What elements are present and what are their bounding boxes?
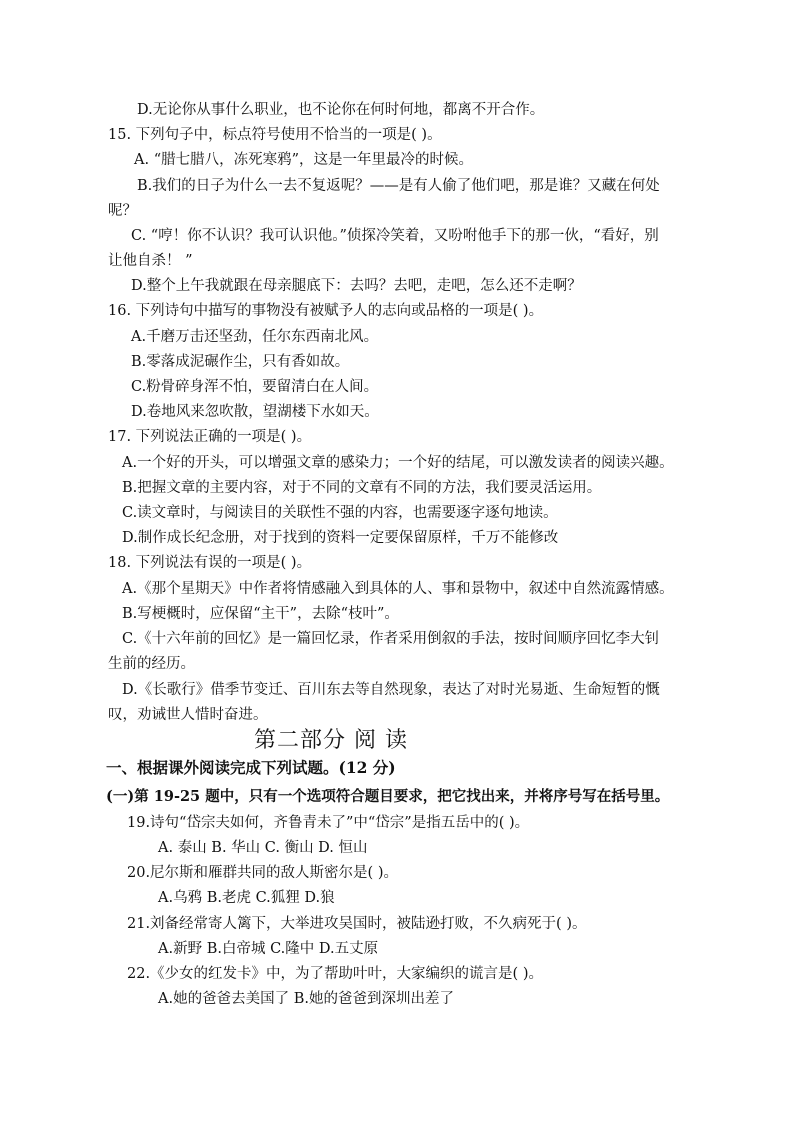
options-22: A.她的爸爸去美国了 B.她的爸爸到深圳出差了 (158, 991, 454, 1007)
option-18b: B.写梗概时，应保留“主干”，去除“枝叶”。 (122, 606, 399, 622)
question-18: 18. 下列说法有误的一项是( )。 (108, 555, 312, 571)
option-15c: C. “哼！你不认识？我可认识他。”侦探冷笑着，又吩咐他手下的那一伙，“看好，别 (131, 228, 659, 244)
section-one-heading: 一、根据课外阅读完成下列试题。(12 分) (106, 758, 396, 777)
options-21: A.新野 B.白帝城 C.隆中 D.五丈原 (158, 941, 379, 957)
options-19: A. 泰山 B. 华山 C. 衡山 D. 恒山 (158, 840, 368, 856)
option-18a: A.《那个星期天》中作者将情感融入到具体的人、事和景物中，叙述中自然流露情感。 (122, 581, 674, 597)
question-20: 20.尼尔斯和雁群共同的敌人斯密尔是( )。 (127, 865, 398, 881)
option-16a: A.千磨万击还坚劲，任尔东西南北风。 (131, 329, 379, 345)
question-22: 22.《少女的红发卡》中，为了帮助叶叶，大家编织的谎言是( )。 (127, 966, 543, 982)
option-16d: D.卷地风来忽吹散，望湖楼下水如天。 (131, 404, 379, 420)
option-18d-cont: 叹，劝诫世人惜时奋进。 (108, 707, 268, 723)
option-16c: C.粉骨碎身浑不怕，要留清白在人间。 (131, 379, 379, 395)
option-15a: A. “腊七腊八，冻死寒鸦”，这是一年里最冷的时候。 (134, 152, 474, 168)
question-17: 17. 下列说法正确的一项是( )。 (108, 429, 312, 445)
option-18c: C.《十六年前的回忆》是一篇回忆录，作者采用倒叙的手法，按时间顺序回忆李大钊 (122, 631, 660, 647)
subsection-heading: (一)第 19-25 题中，只有一个选项符合题目要求，把它找出来，并将序号写在括号里。 (106, 788, 670, 805)
option-15b-cont: 呢？ (108, 203, 137, 219)
question-16: 16. 下列诗句中描写的事物没有被赋予人的志向或品格的一项是( )。 (108, 303, 544, 319)
option-17a: A.一个好的开头，可以增强文章的感染力；一个好的结尾，可以激发读者的阅读兴趣。 (122, 455, 674, 471)
option-14d: D.无论你从事什么职业，也不论你在何时何地，都离不开合作。 (137, 102, 545, 118)
option-17d: D.制作成长纪念册，对于找到的资料一定要保留原样，千万不能修改 (122, 530, 559, 546)
option-17b: B.把握文章的主要内容，对于不同的文章有不同的方法，我们要灵活运用。 (122, 480, 602, 496)
part-two-heading: 第二部分 阅 读 (254, 728, 408, 753)
question-19: 19.诗句“岱宗夫如何，齐鲁青未了”中“岱宗”是指五岳中的( )。 (127, 815, 530, 831)
option-16b: B.零落成泥碾作尘，只有香如故。 (131, 354, 350, 370)
question-21: 21.刘备经常寄人篱下，大举进攻吴国时，被陆逊打败，不久病死于( )。 (127, 916, 587, 932)
option-15c-cont: 让他自杀！ ” (108, 253, 193, 269)
option-17c: C.读文章时，与阅读目的关联性不强的内容，也需要逐字逐句地读。 (122, 505, 558, 521)
option-18c-cont: 生前的经历。 (108, 656, 195, 672)
question-15: 15. 下列句子中，标点符号使用不恰当的一项是( )。 (108, 127, 442, 143)
option-15b: B.我们的日子为什么一去不复返呢？——是有人偷了他们吧，那是谁？又藏在何处 (137, 178, 660, 194)
option-18d: D.《长歌行》借季节变迁、百川东去等自然现象，表达了对时光易逝、生命短暂的慨 (122, 682, 660, 698)
options-20: A.乌鸦 B.老虎 C.狐狸 D.狼 (158, 890, 335, 906)
option-15d: D.整个上午我就跟在母亲腿底下：去吗？去吧，走吧，怎么还不走啊？ (131, 278, 582, 294)
